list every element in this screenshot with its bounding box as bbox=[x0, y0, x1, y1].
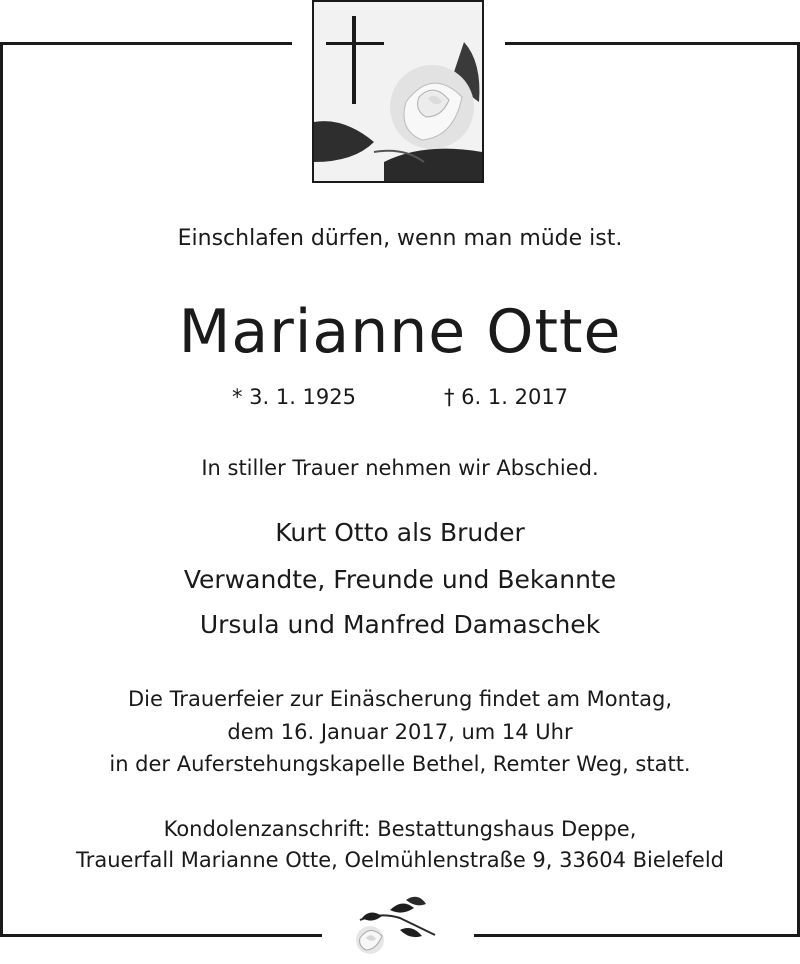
condolence-line: Kondolenzanschrift: Bestattungshaus Deppe, bbox=[163, 817, 637, 841]
frame-top-left bbox=[0, 42, 292, 45]
motto: Einschlafen dürfen, wenn man müde ist. bbox=[177, 226, 623, 251]
ceremony-line: dem 16. Januar 2017, um 14 Uhr bbox=[227, 720, 573, 744]
mourner-line: Verwandte, Freunde und Bekannte bbox=[183, 565, 617, 594]
frame-left bbox=[0, 42, 3, 937]
condolence-line: Trauerfall Marianne Otte, Oelmühlenstraße 9, 33604 Bielefeld bbox=[75, 848, 725, 872]
mourner-line: Ursula und Manfred Damaschek bbox=[199, 610, 601, 639]
birth-date: * 3. 1. 1925 bbox=[231, 385, 356, 409]
frame-bottom-right bbox=[474, 934, 800, 937]
deceased-name: Marianne Otte bbox=[178, 297, 622, 367]
ceremony-line: in der Auferstehungskapelle Bethel, Remter Weg, statt. bbox=[109, 752, 691, 776]
rose-ornament bbox=[340, 890, 460, 960]
life-dates bbox=[0, 385, 800, 409]
death-date: † 6. 1. 2017 bbox=[444, 385, 569, 409]
frame-top-right bbox=[505, 42, 800, 45]
ceremony-line: Die Trauerfeier zur Einäscherung findet am Montag, bbox=[127, 687, 673, 711]
farewell-line: In stiller Trauer nehmen wir Abschied. bbox=[201, 456, 599, 480]
frame-bottom-left bbox=[0, 934, 322, 937]
cross-rose-image bbox=[312, 0, 484, 183]
mourner-line: Kurt Otto als Bruder bbox=[275, 518, 525, 547]
